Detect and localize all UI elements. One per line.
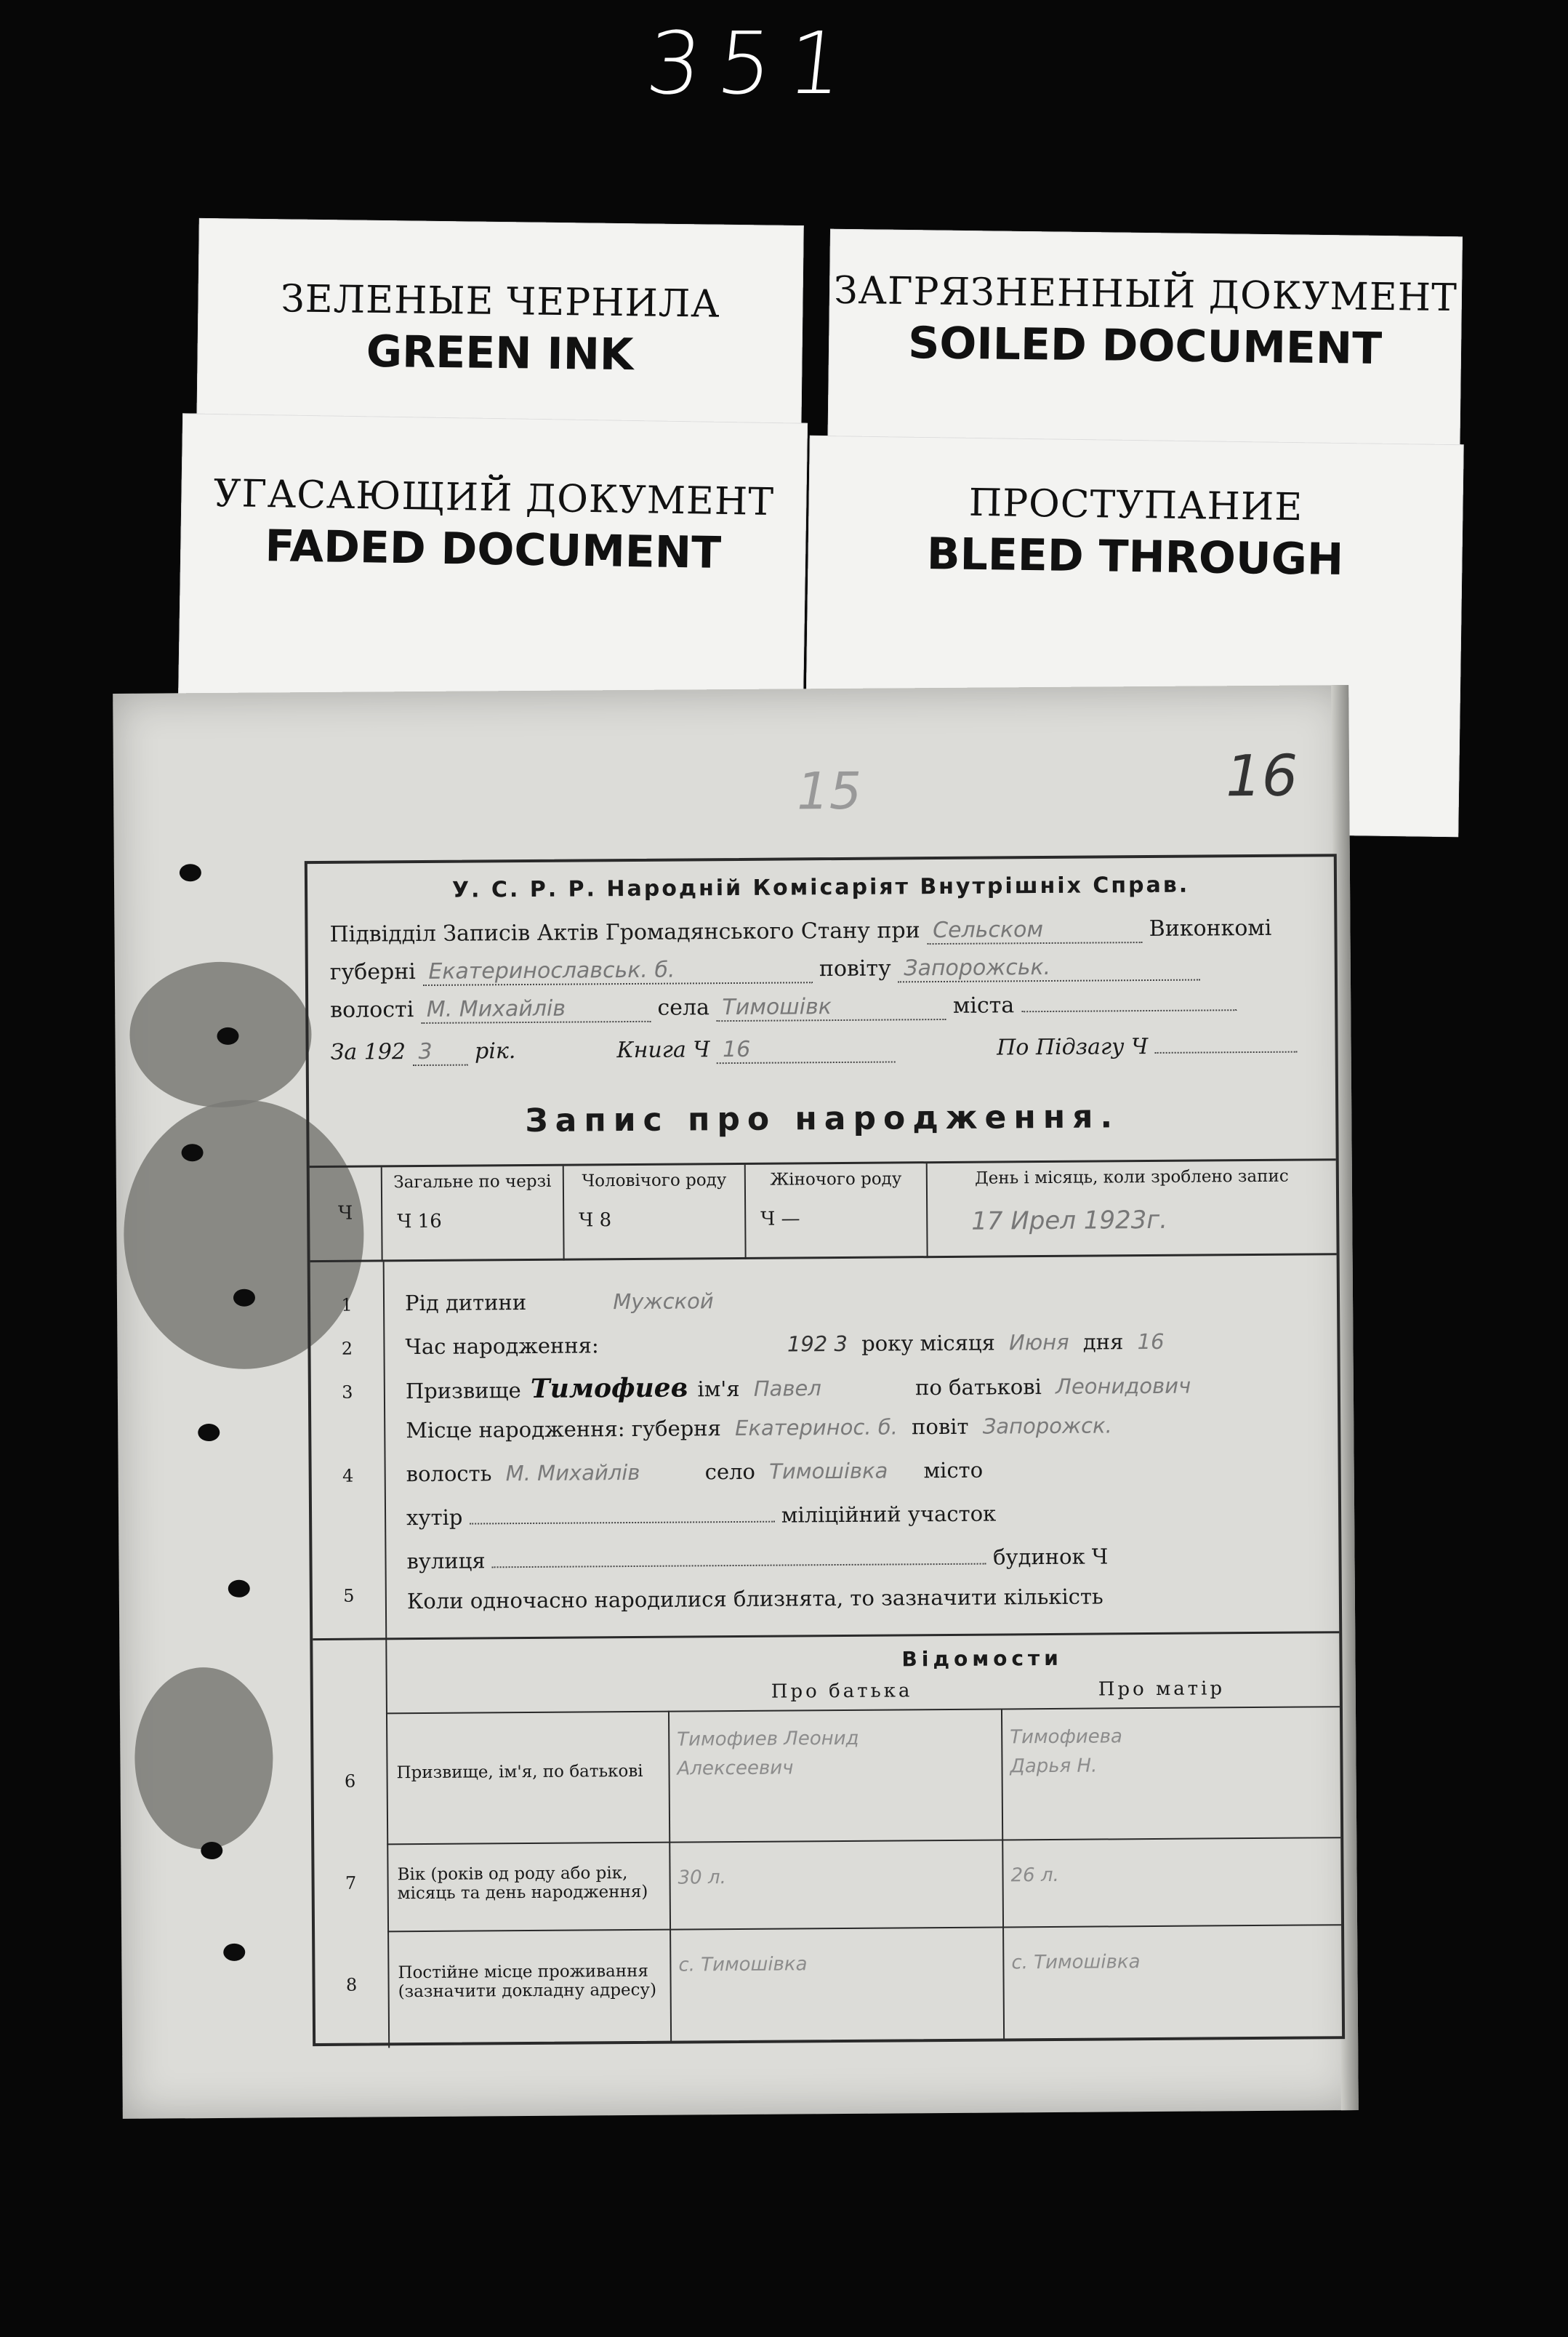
row-number-8: 8: [345, 1974, 358, 1995]
book-fill: 16: [717, 1035, 896, 1064]
male-count-cell: [564, 1165, 747, 1261]
volost-label: волості: [330, 997, 414, 1023]
twins-line: [407, 1582, 1324, 1614]
patronymic-label: по батькові: [914, 1374, 1042, 1400]
row-number-2: 2: [341, 1338, 353, 1359]
row-number-5: 5: [343, 1585, 355, 1606]
parent-age-label: Вік (років од роду або рік, місяць та день народження): [397, 1864, 648, 1904]
birthplace-povit-value: Запорожск.: [982, 1413, 1112, 1439]
row-number-3: 3: [342, 1382, 353, 1403]
office-fill: Сельском: [927, 916, 1142, 945]
mother-age-value: 26 л.: [1010, 1864, 1059, 1887]
year-label: За 192: [330, 1039, 406, 1065]
header-line-office: [329, 915, 1312, 948]
birthplace-volost-line: [406, 1455, 1324, 1486]
row-number-1: 1: [341, 1294, 353, 1315]
subgroup-fill: [1155, 1051, 1298, 1054]
parent-residence-label-cell: [387, 1929, 672, 2044]
birthplace-gubernia-value: Екатеринос. б.: [734, 1414, 898, 1441]
bleed-ru: ПРОСТУПАНИЕ: [968, 481, 1303, 530]
ch-cell: Ч: [310, 1167, 383, 1262]
mista-fill: [1021, 1009, 1237, 1012]
mother-residence-cell: [1004, 1924, 1342, 2039]
male-count-value: Ч 8: [579, 1209, 612, 1232]
row-number-7: 7: [345, 1872, 357, 1893]
pencil-page-number: 16: [1225, 743, 1298, 810]
birthplace-line: [406, 1411, 1323, 1443]
khutir-label: хутір: [406, 1504, 463, 1531]
header-line-volost: [330, 990, 1313, 1024]
father-age-value: 30 л.: [678, 1867, 726, 1889]
militia-district-label: міліційний участок: [781, 1501, 997, 1528]
birthplace-label: Місце народження:: [406, 1416, 625, 1443]
father-name-cell: [670, 1708, 1003, 1841]
birth-month-label: року місяця: [861, 1330, 996, 1356]
general-count-cell: [382, 1166, 565, 1262]
parents-section: [313, 1631, 1342, 2048]
birth-month-value: Июня: [1008, 1329, 1069, 1355]
birthplace-village-label: село: [704, 1459, 756, 1485]
parent-name-label: Призвище, ім'я, по батькові: [396, 1761, 643, 1783]
column-divider: [383, 1262, 387, 1640]
general-count-value: Ч 16: [397, 1210, 442, 1233]
twins-label: Коли одночасно народилися близнята, то зазначити кількість: [406, 1584, 1103, 1614]
green-ink-en: GREEN INK: [366, 326, 634, 381]
child-sex-line: [405, 1284, 1322, 1315]
first-name-value: Павел: [753, 1376, 821, 1401]
about-mother-caption: Про матір: [1098, 1677, 1226, 1701]
mista-label: міста: [952, 993, 1015, 1019]
parent-name-label-cell: [386, 1711, 670, 1844]
birth-year-value: 192 3: [787, 1331, 848, 1357]
surname-label: Призвище: [405, 1378, 521, 1404]
child-section: [310, 1253, 1340, 1640]
year-fill: 3: [412, 1039, 467, 1067]
about-father-caption: Про батька: [771, 1680, 913, 1703]
father-residence-cell: [671, 1926, 1005, 2041]
street-label: вулиця: [406, 1548, 486, 1574]
povit-label: повіту: [819, 955, 891, 982]
birth-record-form: [305, 854, 1345, 2046]
birth-time-label: Час народження:: [405, 1333, 599, 1360]
count-header-row: [310, 1158, 1337, 1262]
child-name-line: [406, 1368, 1323, 1405]
punch-hole: [198, 1424, 220, 1441]
birthplace-city-label: місто: [923, 1457, 984, 1483]
father-name-line-2: Алексеевич: [677, 1757, 794, 1780]
punch-hole: [201, 1842, 222, 1859]
form-title: Запис про народження.: [525, 1098, 1120, 1140]
patronymic-value: Леонидович: [1055, 1373, 1191, 1399]
record-date-cell: [928, 1161, 1337, 1258]
record-date-caption: День і місяць, коли зроблено запис: [974, 1166, 1289, 1188]
green-ink-ru: ЗЕЛЕНЫЕ ЧЕРНИЛА: [280, 277, 720, 326]
street-line: [406, 1542, 1324, 1574]
birthplace-village-value: Тимошівка: [769, 1458, 888, 1484]
faded-en: FADED DOCUMENT: [265, 521, 722, 579]
khutir-line: [406, 1499, 1324, 1530]
row-number-4: 4: [342, 1465, 354, 1486]
faded-ru: УГАСАЮЩИЙ ДОКУМЕНТ: [213, 471, 775, 525]
male-count-caption: Чоловічого роду: [582, 1171, 727, 1191]
child-sex-label: Рід дитини: [404, 1290, 527, 1316]
punch-hole: [182, 1144, 204, 1161]
birth-time-line: [405, 1328, 1322, 1359]
birth-record-page: [113, 685, 1359, 2119]
punch-hole: [228, 1580, 250, 1598]
bleed-en: BLEED THROUGH: [926, 529, 1344, 586]
female-count-value: Ч —: [760, 1208, 800, 1230]
father-age-cell: [670, 1839, 1004, 1928]
book-label: Книга Ч: [616, 1037, 710, 1064]
row-number-6: 6: [344, 1771, 356, 1792]
father-residence-value: с. Тимошівка: [678, 1953, 808, 1976]
green-ink-label-card: [196, 218, 804, 444]
birth-day-label: дня: [1082, 1329, 1124, 1355]
gubernia-fill: Екатеринославськ. б.: [422, 956, 812, 986]
punch-hole: [233, 1289, 255, 1307]
povit-fill: Запорожськ.: [898, 954, 1200, 983]
general-count-caption: Загальне по черзі: [393, 1171, 552, 1192]
mother-name-line-2: Дарья Н.: [1010, 1755, 1098, 1778]
punch-hole: [217, 1027, 238, 1045]
parent-age-label-cell: [387, 1842, 671, 1931]
pencil-page-number-faint: 15: [796, 761, 862, 822]
vidomosti-title: Відомости: [901, 1645, 1063, 1672]
frame-number: 351: [641, 13, 864, 113]
punch-hole: [223, 1944, 245, 1961]
header-line-gubernia: [330, 953, 1313, 986]
child-sex-value: Мужской: [613, 1288, 714, 1315]
surname-value: Тимофиев: [530, 1372, 688, 1404]
sela-label: села: [657, 995, 710, 1021]
header-line-year: [331, 1033, 1314, 1066]
house-number-label: будинок Ч: [992, 1544, 1109, 1570]
father-name-line-1: Тимофиев Леонид: [677, 1727, 859, 1751]
office-suffix: Виконкомі: [1149, 915, 1272, 942]
soiled-en: SOILED DOCUMENT: [907, 318, 1383, 374]
gubernia-label: губерні: [329, 959, 416, 985]
volost-fill: М. Михайлів: [421, 995, 651, 1024]
birthplace-povit-label: повіт: [911, 1414, 969, 1440]
birthplace-volost-label: волость: [406, 1461, 492, 1487]
birthplace-gubernia-label: губерня: [631, 1416, 721, 1442]
punch-hole: [180, 864, 201, 881]
ministry-header: У. С. Р. Р. Народній Комісаріят Внутрішніх Справ.: [451, 872, 1190, 903]
soiled-ru: ЗАГРЯЗНЕННЫЙ ДОКУМЕНТ: [833, 268, 1458, 321]
birthplace-volost-value: М. Михайлів: [505, 1459, 640, 1486]
parent-residence-label: Постійне місце проживання (зазначити докладну адресу): [398, 1961, 657, 2002]
sela-fill: Тимошівк: [716, 993, 946, 1022]
mother-name-line-1: Тимофиева: [1010, 1725, 1123, 1749]
office-prefix: Підвідділ Записів Актів Громадянського Стану при: [329, 918, 920, 947]
mother-residence-value: с. Тимошівка: [1011, 1951, 1141, 1974]
female-count-caption: Жіночого роду: [770, 1169, 902, 1190]
female-count-cell: [746, 1163, 928, 1259]
faded-document-label-card: [178, 413, 808, 713]
birth-day-value: 16: [1137, 1328, 1165, 1355]
subgroup-label: По Підзагу Ч: [997, 1034, 1149, 1061]
first-name-label: ім'я: [697, 1376, 740, 1402]
record-date-value: 17 Ирел 1923г.: [971, 1205, 1168, 1236]
stain: [134, 1667, 274, 1849]
mother-age-cell: [1003, 1837, 1341, 1926]
year-suffix: рік.: [474, 1038, 516, 1065]
mother-name-cell: [1002, 1706, 1340, 1839]
